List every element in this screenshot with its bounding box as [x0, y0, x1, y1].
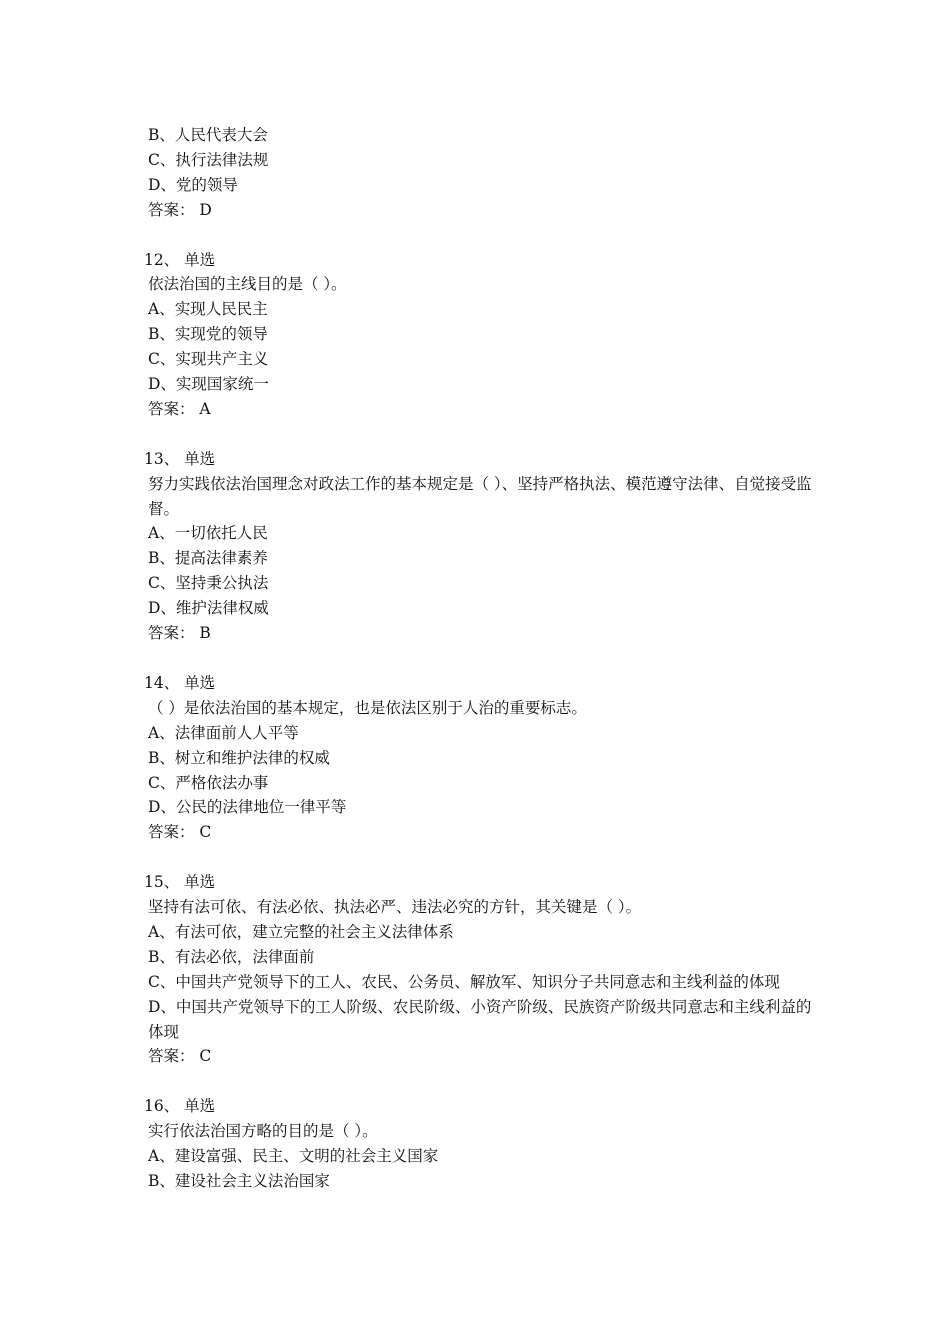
- spacer: [144, 646, 814, 671]
- option-c: C、执行法律法规: [148, 150, 269, 169]
- option-c: C、坚持秉公执法: [148, 574, 269, 593]
- option-b: B、人民代表大会: [148, 126, 268, 144]
- option-c: C、实现共产主义: [148, 350, 269, 369]
- option-d: D、维护法律权威: [148, 599, 269, 618]
- question-stem: 实行依法治国方略的目的是（ ）。: [148, 1122, 378, 1141]
- option-b: B、提高法律素养: [148, 549, 268, 568]
- question-header: 14、 单选: [144, 673, 216, 692]
- option-a: A、有法可依，建立完整的社会主义法律体系: [148, 922, 454, 941]
- option-a: A、建设富强、民主、文明的社会主义国家: [148, 1147, 439, 1166]
- question-header: 13、 单选: [144, 449, 216, 468]
- option-d: D、中国共产党领导下的工人阶级、农民阶级、小资产阶级、民族资产阶级共同意志和主线利益的体现: [148, 997, 812, 1041]
- option-c: C、严格依法办事: [148, 773, 269, 792]
- answer: 答案： B: [148, 624, 211, 643]
- spacer: [144, 1069, 814, 1094]
- question-stem: （ ）是依法治国的基本规定，也是依法区别于人治的重要标志。: [148, 698, 587, 717]
- question-header: 15、 单选: [144, 873, 216, 892]
- question-header: 12、 单选: [144, 250, 216, 269]
- option-d: D、实现国家统一: [148, 375, 269, 394]
- answer: 答案： C: [148, 823, 212, 842]
- answer: 答案： A: [148, 399, 211, 418]
- option-d: D、公民的法律地位一律平等: [148, 798, 347, 817]
- option-b: B、建设社会主义法治国家: [148, 1171, 330, 1190]
- question-stem: 努力实践依法治国理念对政法工作的基本规定是（ ）、坚持严格执法、模范遵守法律、自觉接受监督。: [148, 474, 812, 518]
- spacer: [144, 223, 814, 248]
- answer: 答案： D: [148, 200, 212, 219]
- question-stem: 坚持有法可依、有法必依、执法必严、违法必究的方针，其关键是（ ）。: [148, 898, 642, 917]
- option-a: A、实现人民民主: [148, 300, 268, 319]
- question-stem: 依法治国的主线目的是（ ）。: [148, 275, 347, 294]
- spacer: [144, 422, 814, 447]
- option-b: B、有法必依，法律面前: [148, 947, 315, 966]
- question-header: 16、 单选: [144, 1097, 216, 1116]
- option-c: C、中国共产党领导下的工人、农民、公务员、解放军、知识分子共同意志和主线利益的体现: [148, 972, 780, 991]
- option-b: B、树立和维护法律的权威: [148, 748, 330, 767]
- option-a: A、法律面前人人平等: [148, 723, 299, 742]
- answer: 答案： C: [148, 1047, 212, 1066]
- document-body: [144, 123, 814, 1194]
- option-d: D、党的领导: [148, 175, 238, 194]
- spacer: [144, 845, 814, 870]
- option-b: B、实现党的领导: [148, 325, 268, 344]
- option-a: A、一切依托人民: [148, 524, 268, 543]
